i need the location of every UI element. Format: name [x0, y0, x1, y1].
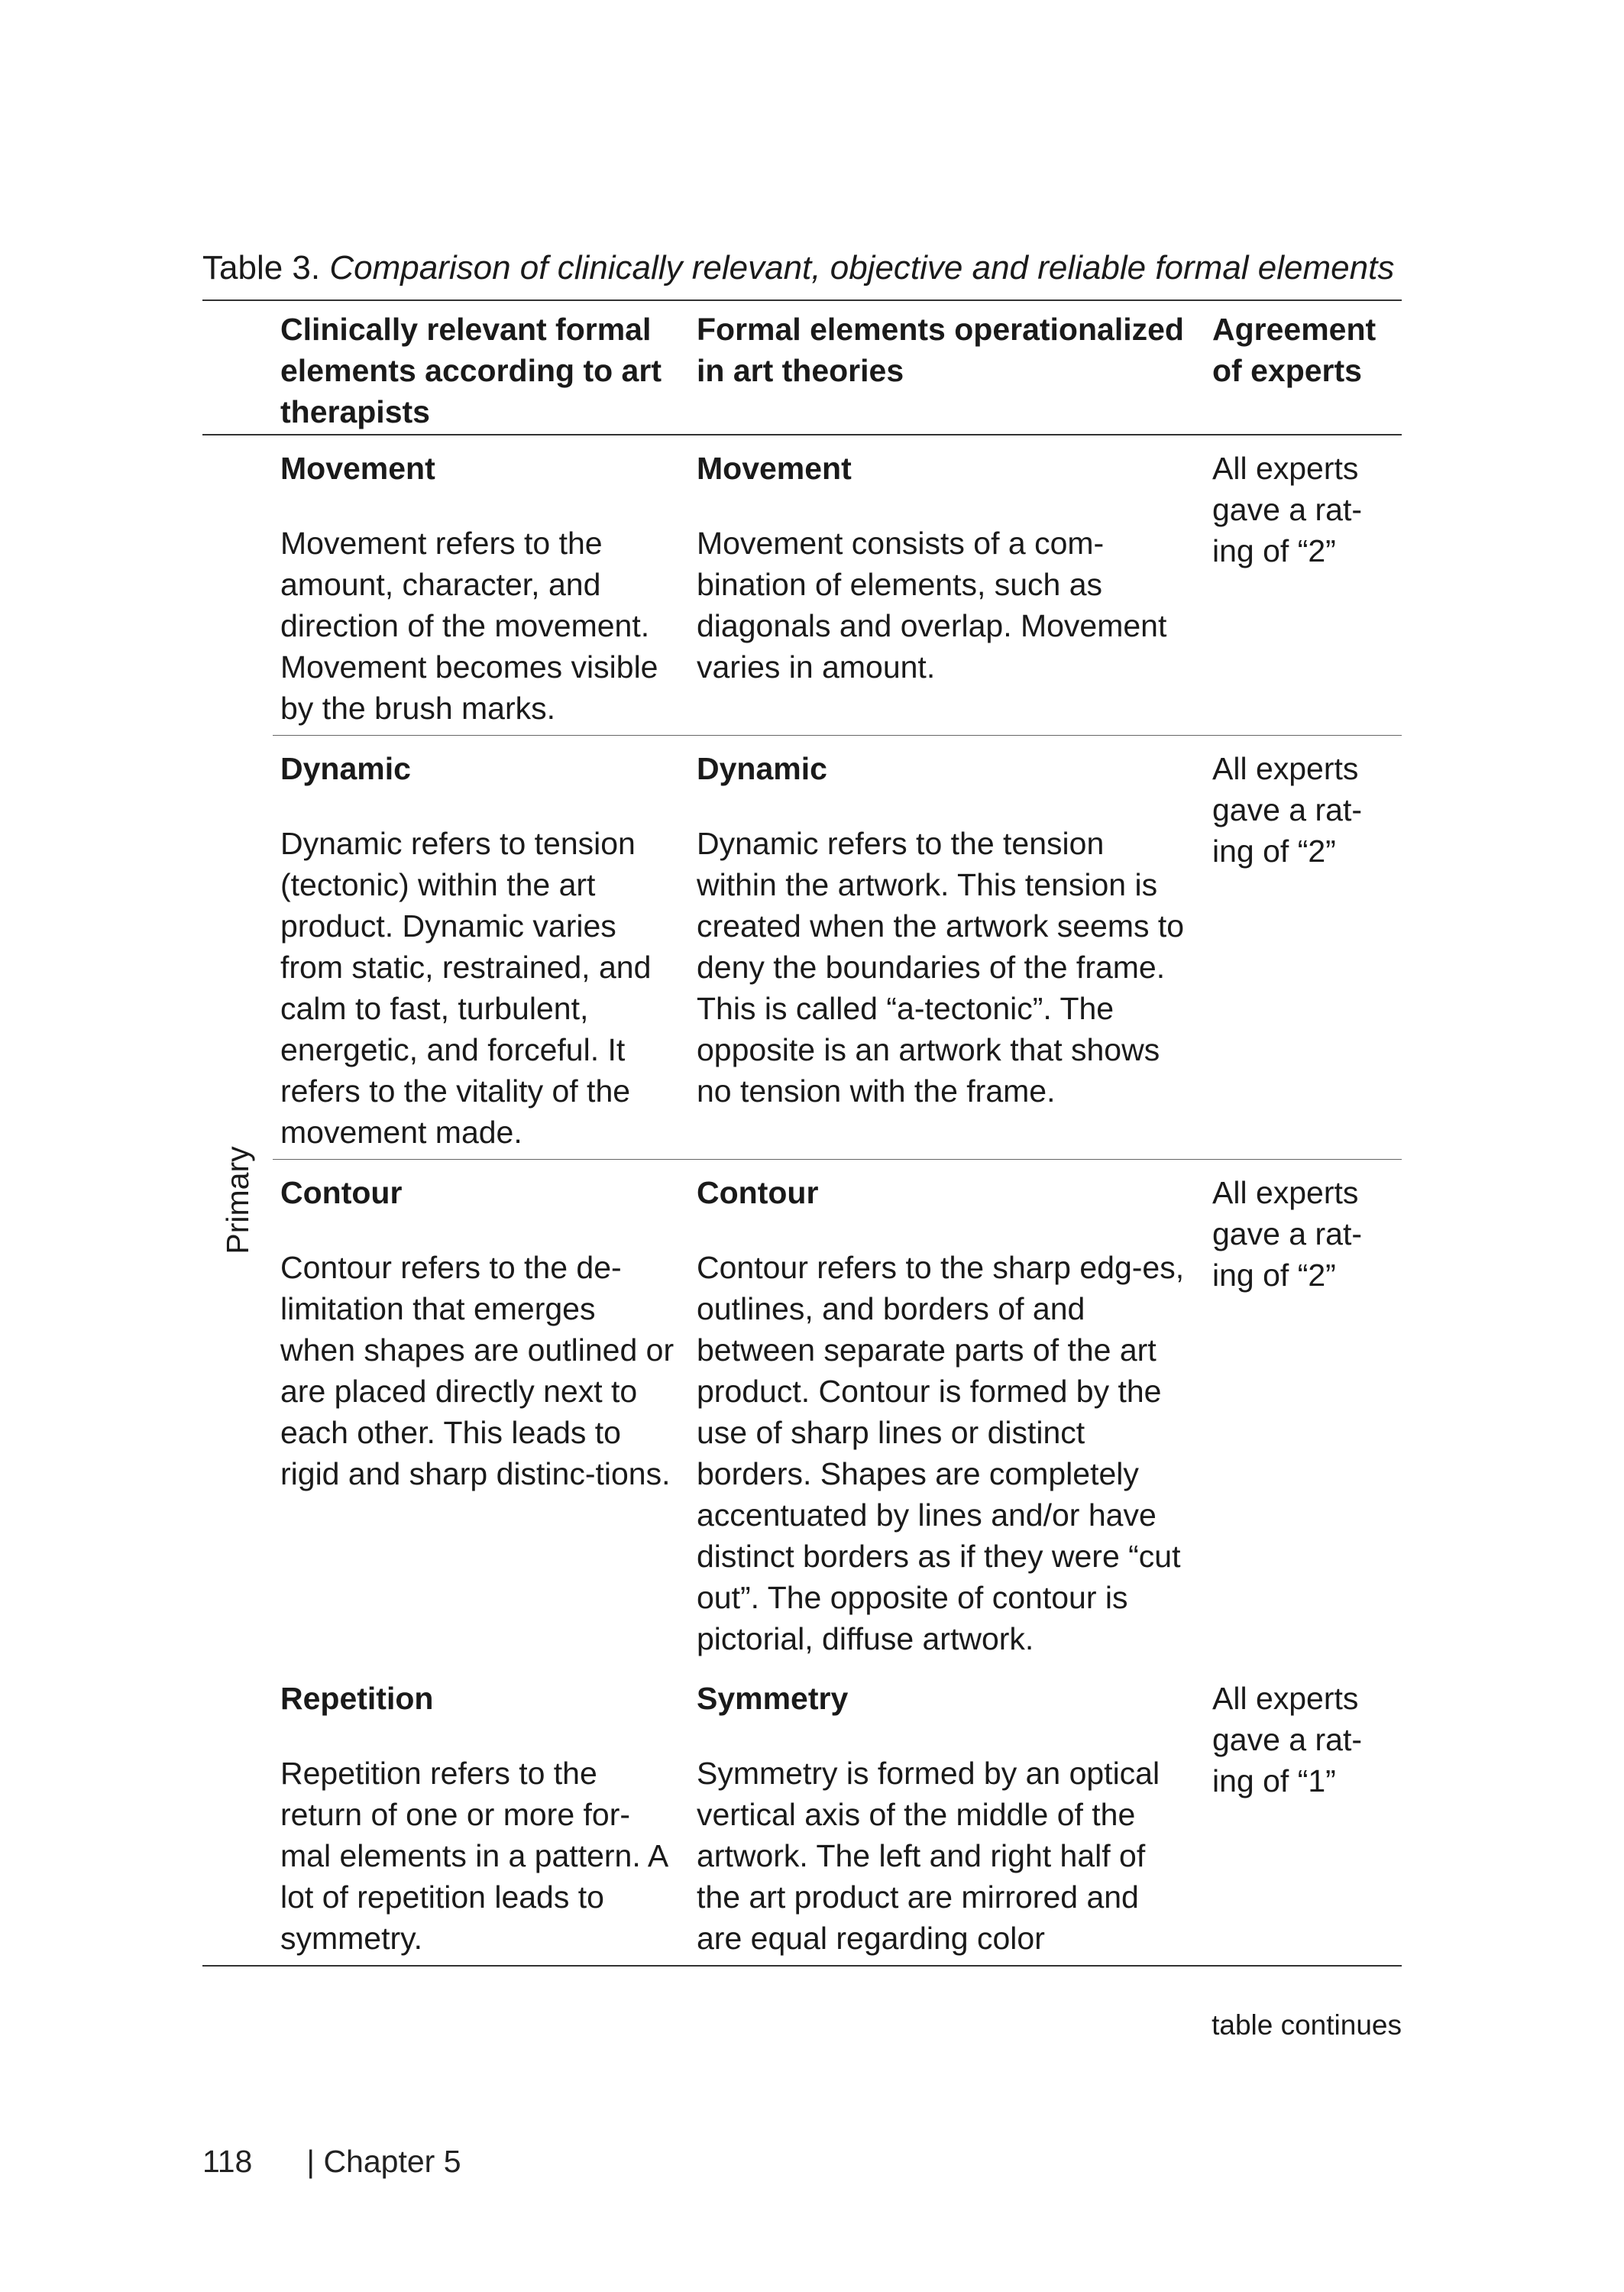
table-caption [202, 244, 1402, 292]
clinical-cell [273, 736, 689, 1160]
table-row [202, 736, 1402, 1160]
header-empty [202, 300, 273, 435]
clinical-desc: Contour refers to the de-limitation that emerges when shapes are outlined or are placed directly next to each other. This leads to rigid and sharp distinc-tions. [280, 1250, 675, 1491]
page-number: 118 [202, 2144, 253, 2179]
comparison-table [202, 299, 1402, 1967]
theory-title: Symmetry [697, 1681, 849, 1716]
theory-title: Movement [697, 451, 852, 486]
table-header-row [202, 300, 1402, 435]
chapter-label: | Chapter 5 [306, 2144, 461, 2179]
clinical-cell [273, 1666, 689, 1966]
theory-cell [689, 736, 1205, 1160]
theory-cell [689, 435, 1205, 736]
clinical-desc: Repetition refers to the return of one or more for-mal elements in a pattern. A lot of repetition leads to symmetry. [280, 1756, 667, 1956]
group-cell [202, 435, 273, 1966]
table-row [202, 1666, 1402, 1966]
theory-cell [689, 1666, 1205, 1966]
clinical-cell [273, 1160, 689, 1666]
agreement-cell: All experts gave a rat-ing of “2” [1205, 736, 1402, 1160]
header-clinical: Clinically relevant formal elements according to art therapists [280, 312, 662, 429]
theory-desc: Dynamic refers to the tension within the artwork. This tension is created when the artwork seems to deny the boundaries of the frame. This is called “a-tectonic”. The opposite is an artwork that shows no tension with the frame. [697, 826, 1185, 1109]
theory-desc: Contour refers to the sharp edg-es, outlines, and borders of and between separate parts of the art product. Contour is formed by the use of sharp lines or distinct borders. Shapes are completely accentuated by lines and/or have distinct borders as if they were “cut out”. The opposite of contour is pictorial, diffuse artwork. [697, 1250, 1185, 1656]
clinical-cell [273, 435, 689, 736]
page-content [202, 244, 1402, 1967]
header-theory: Formal elements operationalized in art theories [697, 312, 1184, 388]
theory-desc: Symmetry is formed by an optical vertical axis of the middle of the artwork. The left and right half of the art product are mirrored and are equal regarding color [697, 1756, 1160, 1956]
clinical-desc: Dynamic refers to tension (tectonic) within the art product. Dynamic varies from static, restrained, and calm to fast, turbulent, energetic, and forceful. It refers to the vitality of the movement made. [280, 826, 652, 1150]
clinical-desc: Movement refers to the amount, character, and direction of the movement. Movement becomes visible by the brush marks. [280, 526, 658, 726]
header-agreement: Agreement of experts [1212, 312, 1377, 388]
clinical-title: Dynamic [280, 751, 411, 786]
table-row [202, 435, 1402, 736]
table-continues-note: table continues [1212, 2009, 1402, 2041]
theory-title: Contour [697, 1175, 819, 1210]
theory-title: Dynamic [697, 751, 827, 786]
agreement-cell: All experts gave a rat-ing of “2” [1205, 1160, 1402, 1666]
table-row [202, 1160, 1402, 1666]
table-label: Table 3. [202, 249, 321, 286]
clinical-title: Repetition [280, 1681, 434, 1716]
agreement-cell: All experts gave a rat-ing of “2” [1212, 451, 1362, 568]
clinical-title: Contour [280, 1175, 403, 1210]
theory-desc: Movement consists of a com-bination of elements, such as diagonals and overlap. Movement varies in amount. [697, 526, 1167, 685]
group-label-primary: Primary [220, 1146, 255, 1254]
page-footer [202, 2144, 461, 2180]
table-title: Comparison of clinically relevant, objective and reliable formal elements [329, 249, 1395, 286]
theory-cell [689, 1160, 1205, 1666]
clinical-title: Movement [280, 451, 435, 486]
agreement-cell: All experts gave a rat-ing of “1” [1212, 1681, 1362, 1798]
